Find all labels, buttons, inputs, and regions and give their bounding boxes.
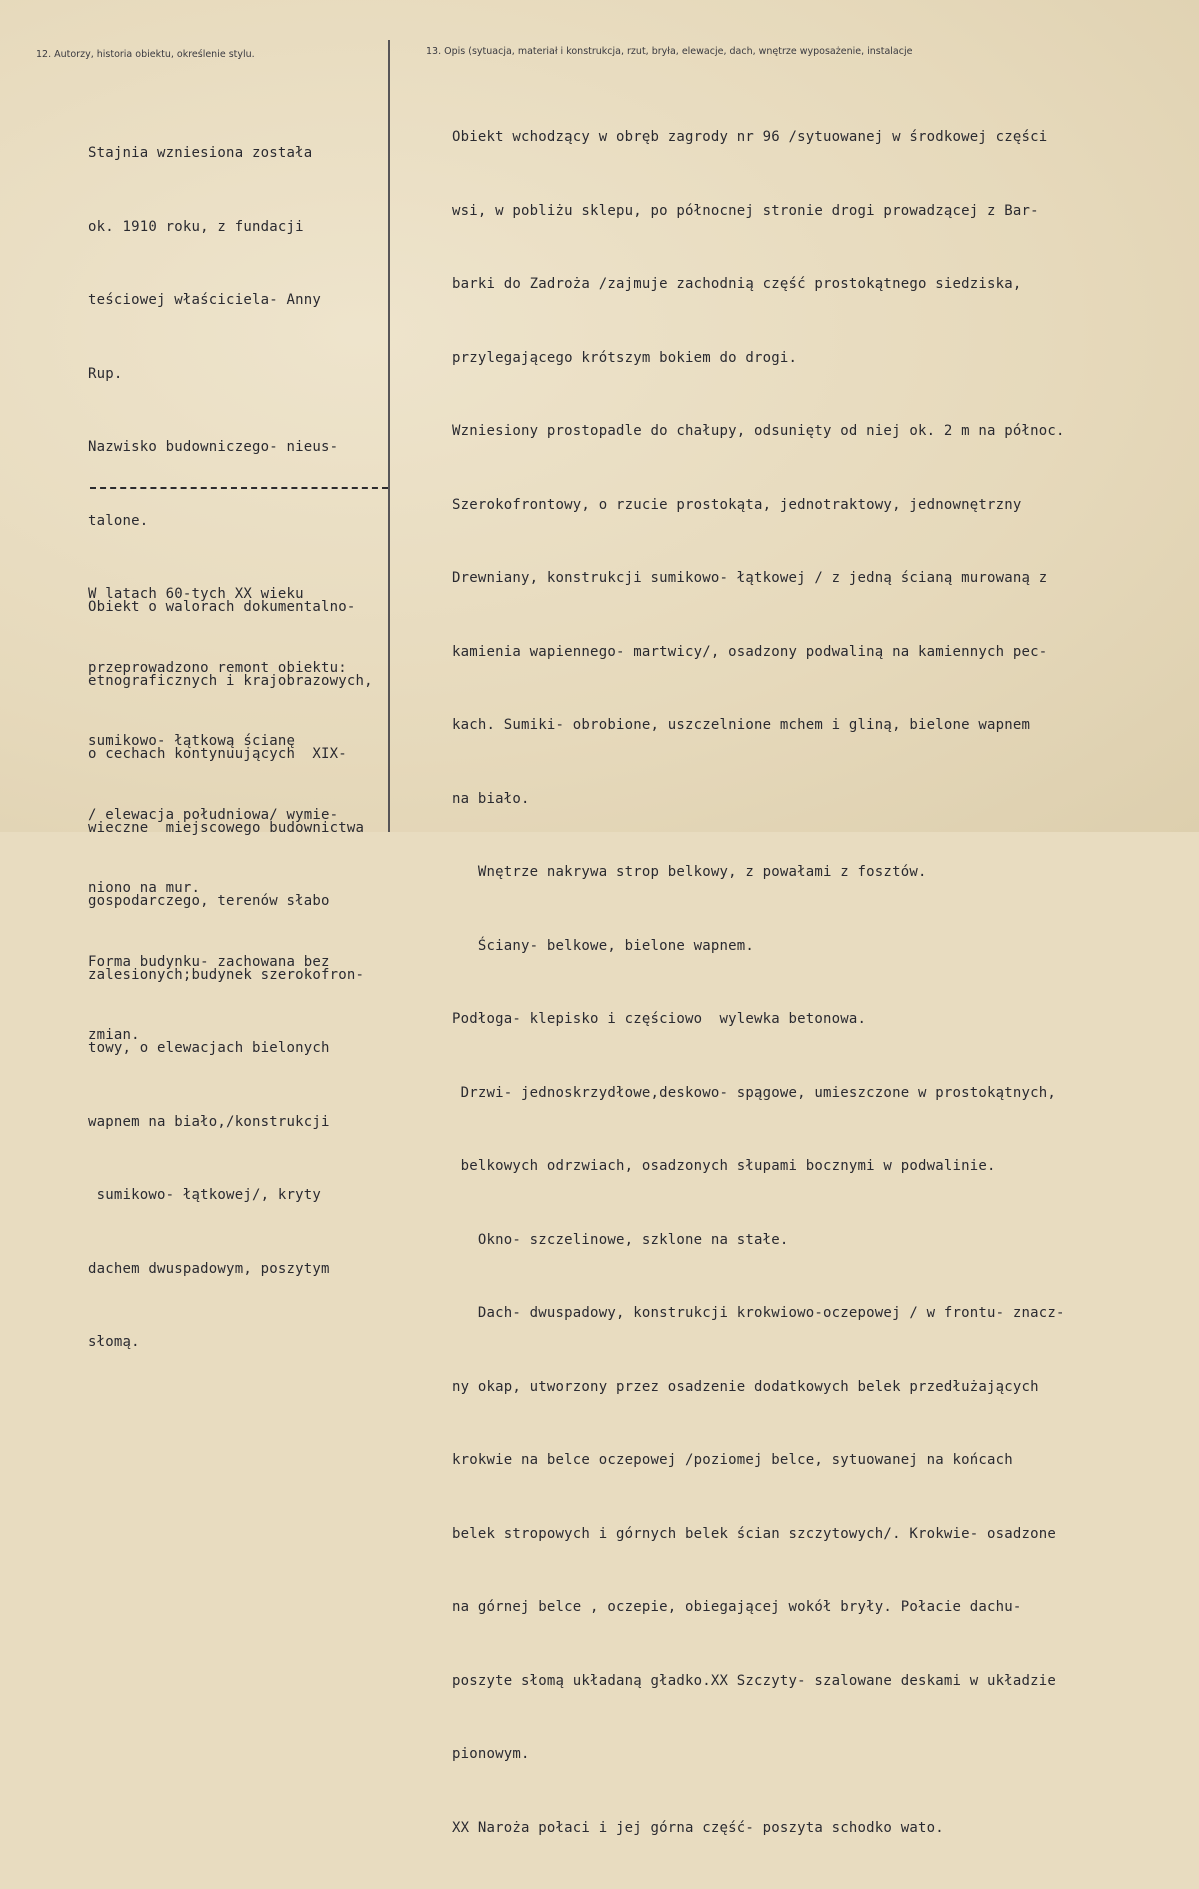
text-line: etnograficznych i krajobrazowych, xyxy=(88,672,373,689)
text-line: Drewniany, konstrukcji sumikowo- łątkowej / z jedną ścianą murowaną z xyxy=(452,570,1048,586)
text-line: / elewacja południowa/ wymie- xyxy=(88,806,339,823)
text-line: Wzniesiony prostopadle do chałupy, odsunięty od niej ok. 2 m na północ. xyxy=(452,423,1065,439)
text-line: Forma budynku- zachowana bez xyxy=(88,953,330,970)
text-line: niono na mur. xyxy=(88,880,201,896)
text-line: zalesionych;budynek szerokofron- xyxy=(88,966,365,983)
text-line: na biało. xyxy=(452,790,530,807)
text-line: gospodarczego, terenów słabo xyxy=(88,893,330,909)
text-line: przeprowadzono remont obiektu: xyxy=(88,659,347,676)
text-line: towy, o elewacjach bielonych xyxy=(88,1040,330,1056)
text-line: wieczne miejscowego budownictwa xyxy=(88,819,365,836)
text-line: Stajnia wzniesiona została xyxy=(88,145,313,161)
text-line: Rup. xyxy=(88,365,123,382)
text-line: sumikowo- łątkowej/, kryty xyxy=(88,1187,321,1203)
text-line: Okno- szczelinowe, szklone na stałe. xyxy=(452,1231,789,1248)
text-line: wapnem na biało,/konstrukcji xyxy=(88,1113,330,1130)
values-text-block xyxy=(88,546,373,1404)
text-line: o cechach kontynuujących XIX- xyxy=(88,746,347,762)
text-line: krokwie na belce oczepowej /poziomej belce, sytuowanej na końcach xyxy=(452,1452,1013,1468)
text-line: ok. 1910 roku, z fundacji xyxy=(88,218,304,235)
text-line: kamienia wapiennego- martwicy/, osadzony podwaliną na kamiennych pec- xyxy=(452,643,1048,660)
text-line: wsi, w pobliżu sklepu, po północnej stronie drogi prowadzącej z Bar- xyxy=(452,202,1039,219)
text-line: słomą. xyxy=(88,1334,140,1350)
text-line: belek stropowych i górnych belek ścian szczytowych/. Krokwie- osadzone xyxy=(452,1525,1057,1542)
text-line: Szerokofrontowy, o rzucie prostokąta, jednotraktowy, jednownętrzny xyxy=(452,496,1022,513)
text-line: dachem dwuspadowym, poszytym xyxy=(88,1260,330,1277)
text-line: na górnej belce , oczepie, obiegającej wokół bryły. Połacie dachu- xyxy=(452,1599,1022,1615)
text-line: kach. Sumiki- obrobione, uszczelnione mchem i gliną, bielone wapnem xyxy=(452,717,1031,733)
column-divider xyxy=(388,40,390,832)
text-line: Dach- dwuspadowy, konstrukcji krokwiowo-oczepowej / w frontu- znacz- xyxy=(452,1305,1065,1321)
text-line: Obiekt wchodzący w obręb zagrody nr 96 /sytuowanej w środkowej części xyxy=(452,129,1048,145)
text-line: Drzwi- jednoskrzydłowe,deskowo- spągowe, umieszczone w prostokątnych, xyxy=(452,1084,1057,1101)
text-line: pionowym. xyxy=(452,1746,530,1762)
text-line: talone. xyxy=(88,512,149,529)
text-line: Wnętrze nakrywa strop belkowy, z powałami z fosztów. xyxy=(452,864,927,880)
section-13-label: 13. Opis (sytuacja, materiał i konstrukcja, rzut, bryła, elewacje, dach, wnętrze wyposażenie, instalacje xyxy=(426,46,913,57)
text-line: Podłoga- klepisko i częściowo wylewka betonowa. xyxy=(452,1011,867,1027)
text-line: sumikowo- łątkową ścianę xyxy=(88,733,296,749)
text-line: Nazwisko budowniczego- nieus- xyxy=(88,439,339,455)
text-line: Obiekt o walorach dokumentalno- xyxy=(88,599,356,615)
text-line: barki do Zadroża /zajmuje zachodnią część prostokątnego siedziska, xyxy=(452,276,1022,292)
text-line: przylegającego krótszym bokiem do drogi. xyxy=(452,349,798,366)
text-line: teściowej właściciela- Anny xyxy=(88,292,321,308)
section-12-label: 12. Autorzy, historia obiektu, określenie stylu. xyxy=(36,49,255,60)
text-line: ny okap, utworzony przez osadzenie dodatkowych belek przedłużających xyxy=(452,1378,1039,1395)
text-line: poszyte słomą układaną gładko.XX Szczyty- szalowane deskami w układzie xyxy=(452,1672,1057,1689)
text-line: Ściany- belkowe, bielone wapnem. xyxy=(452,937,755,954)
text-line: W latach 60-tych XX wieku xyxy=(88,586,304,602)
description-text-block xyxy=(452,76,1065,1889)
text-line: belkowych odrzwiach, osadzonych słupami bocznymi w podwalinie. xyxy=(452,1158,996,1174)
text-line: XX Naroża połaci i jej górna część- poszyta schodko wato. xyxy=(452,1819,944,1836)
text-line: zmian. xyxy=(88,1027,140,1043)
